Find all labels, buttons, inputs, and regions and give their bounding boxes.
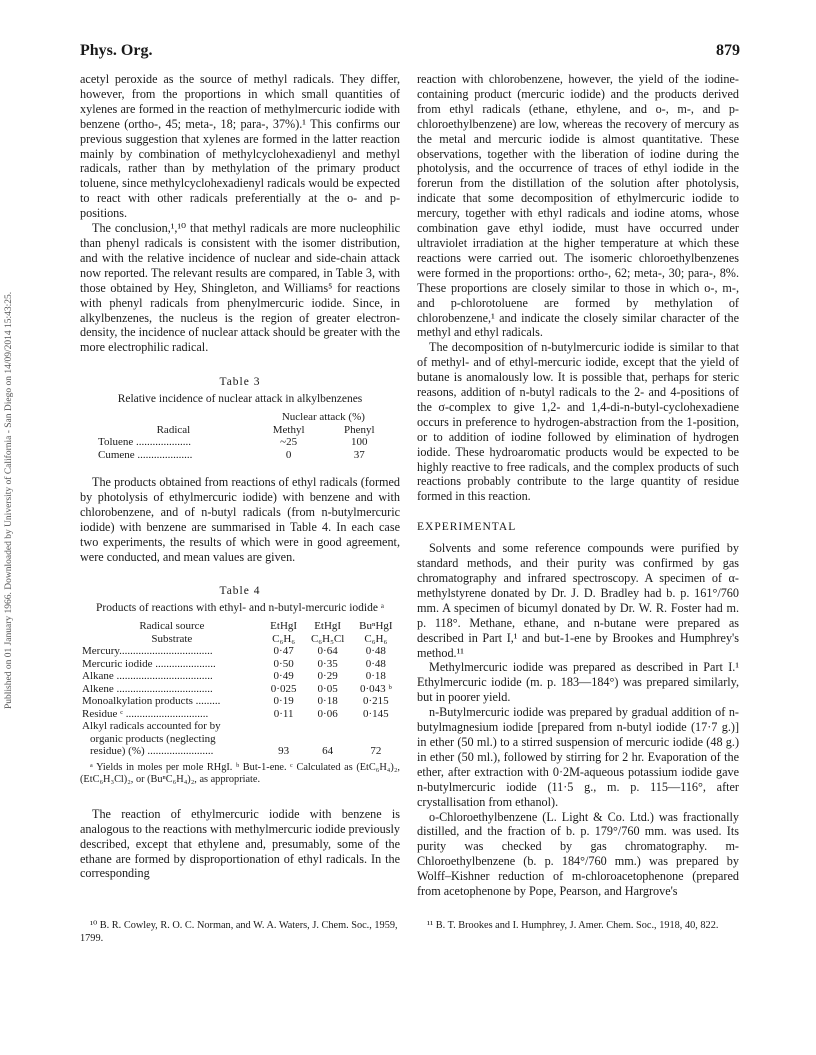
table-row: Mercuric iodide ...................... 0·50 0·35 0·48 xyxy=(82,657,386,670)
table4-h-radical: Radical source xyxy=(139,620,205,633)
paragraph: reaction with chlorobenzene, however, the yield of the iodine-containing product (mercuric iodide) and the products derived from ethyl radicals (ethane, ethylene, and o-, m-, and p-chloroethylbenzene) are low, whereas the recovery of mercury as the metal and mercuric iodide is almost quantitative. These observations, together with the liberation of iodine during the photolysis, and the occurrence of traces of ethyl iodide in the forerun from the distillation of the solution after photolysis, indicate that some decomposition of ethylmercuric iodide to mercury, together with ethyl radicals and iodine atoms, whose combination gave ethyl iodide, must have occurred under ultraviolet irradiation at the higher temperature at which these reactions were carried out. The isomeric chloroethylbenzenes were formed in the proportions: ortho-, 62; meta-, 30; para-, 8%. These proportions are closely similar to those in which o-, m-, and p-chlorotoluene are formed by methylation of chlorobenzene,¹ and indicate the closely similar character of the methyl and ethyl radicals. xyxy=(417,72,739,340)
download-notice: Published on 01 January 1966. Downloaded by University of California - San Diego on 14/09/2014 15:43:25. xyxy=(4,291,14,709)
table-row: Monoalkylation products ......... 0·19 0·18 0·215 xyxy=(82,695,389,708)
table3-caption: Table 3 xyxy=(219,376,261,389)
table4-caption: Table 4 xyxy=(219,585,261,598)
table3-col-phenyl: Phenyl xyxy=(343,423,375,436)
table-row: organic products (neglecting xyxy=(90,732,216,745)
section-heading: EXPERIMENTAL xyxy=(417,521,517,534)
page-header xyxy=(80,42,740,64)
table-row: Alkyl radicals accounted for by xyxy=(82,720,221,733)
paragraph: The products obtained from reactions of ethyl radicals (formed by photolysis of ethylmercuric iodide) with benzene and with chlorobenzene, and of n-butyl radicals (from n-butylmercuric iodide) with benzene are summarised in Table 4. In each case two experiments, the results of which were in good agreement, were conducted, and mean values are given. xyxy=(80,475,400,564)
footnote-right: ¹¹ B. T. Brookes and I. Humphrey, J. Amer. Chem. Soc., 1918, 40, 822. xyxy=(427,920,719,931)
paragraph: n-Butylmercuric iodide was prepared by gradual addition of n-butylmagnesium iodide [prepared from n-butyl iodide (17·7 g.)] in ether (50 ml.) to a stirred suspension of mercuric iodide (48 g.) in ether (50 ml.), followed by stirring for 2 hr. Evaporation of the ether, after extraction with 0·2M-aqueous potassium iodide gave n-butylmercuric iodide (11·5 g., m. p. 115—116°, after crystallisation from ethanol). xyxy=(417,705,739,809)
table4-title: Products of reactions with ethyl- and n-butyl-mercuric iodide ᵃ xyxy=(95,602,384,615)
page-number: 879 xyxy=(716,42,740,59)
table-row: Toluene .................... ~25 100 xyxy=(98,436,368,449)
paragraph: The conclusion,¹,¹⁰ that methyl radicals are more nucleophilic than phenyl radicals is consistent with the isomer distribution, and with the relative incidence of nuclear and side-chain attack now reported. The relevant results are compared, in Table 3, with those obtained by Hey, Shingleton, and Williams⁵ for reactions with phenyl radicals from phenylmercuric iodide. Since, in alkylbenzenes, the nucleus is the region of greater electron-density, the incidence of nuclear attack should be greater with the more electrophilic radical. xyxy=(80,221,400,355)
paragraph: Solvents and some reference compounds were purified by standard methods, and their purity was confirmed by gas chromatography and infrared spectroscopy. A specimen of α-methylstyrene donated by Dr. J. D. Bradley had b. p. 161°/760 mm. A specimen of bicumyl donated by Dr. W. R. Foster had m. p. 118°. Methane, ethane, and n-butane were prepared as described in Part I,¹ and but-1-ene by Brookes and Humphrey's method.¹¹ xyxy=(417,541,739,660)
paragraph: o-Chloroethylbenzene (L. Light & Co. Ltd.) was fractionally distilled, and the fraction of b. p. 179°/760 mm. was used. Its purity was checked by gas chromatography. m-Chloroethylbenzene (b. p. 184°/760 mm.) was prepared by Wolff–Kishner reduction of m-chloroacetophenone (prepared from acetophenone by Pope, Pearson, and Hargrove's xyxy=(417,809,739,899)
table4-h-substrate: Substrate xyxy=(151,632,193,645)
footnote-left: ¹⁰ B. R. Cowley, R. O. C. Norman, and W. A. Waters, J. Chem. Soc., 1959, 1799. xyxy=(80,920,398,944)
table4: Radical source EtHgI EtHgI BuⁿHgI Substrate C₆H₆ C₆H₅Cl C₆H₆ Mercury.................................. 0·47 0·64 0·48 Mercuric iodide ...................... 0·50 0·35 0·48 Alkane ................................... 0·49 0·29 0·18 Alkene ................................... 0·025 0·05 0·043 ᵇ Monoalkylation products ......... 0·19 0·18 0·215 Residue ᶜ .............................. 0·11 0·06 0·145 Alkyl radicals accounted for by organic products (neglecting residue) (%) ........................ 93 64 72 xyxy=(80,620,400,758)
table4-footnote: ᵃ Yields in moles per mole RHgI. ᵇ But-1-ene. ᶜ Calculated as (EtC₆H₄)₂, (EtC₆H₃Cl)₂, or (BuⁿC₆H₄)₂, as appropriate. xyxy=(80,761,400,786)
table-row: residue) (%) ........................ 93 64 72 xyxy=(90,745,382,758)
right-column xyxy=(417,72,739,899)
table3-group-header: Nuclear attack (%) xyxy=(281,411,365,424)
table3-title: Relative incidence of nuclear attack in alkylbenzenes xyxy=(117,393,363,406)
table3 xyxy=(94,411,394,461)
table-row: Cumene .................... 0 37 xyxy=(98,448,365,461)
paragraph: The decomposition of n-butylmercuric iodide is similar to that of methyl- and of ethyl-mercuric iodide, except that the yield of butane is anomalously low. It is possible that, perhaps for steric reasons, addition of n-butyl radicals to the 2- and 4-positions of the σ-complex to give 1,2- and 1,4-di-n-butyl-cyclohexadiene occurs in preference to hydrogen-abstraction from the 1-position, or to addition of iodine followed by elimination of hydrogen iodide. These hydroaromatic products would be expected to be highly reactive to free radicals, and the complex products of such reactions probably contribute to the large quantity of residue formed in this reaction. xyxy=(417,340,739,504)
table-row: Alkane ................................... 0·49 0·29 0·18 xyxy=(82,670,386,683)
table-row: Alkene ................................... 0·025 0·05 0·043 ᵇ xyxy=(82,682,392,695)
paragraph: acetyl peroxide as the source of methyl radicals. They differ, however, from the proportions in which small quantities of xylenes are formed in the reaction of methylmercuric iodide with benzene (ortho-, 45; meta-, 18; para-, 37%).¹ This confirms our previous suggestion that xylenes are formed in the latter reaction mainly by combination of methylcyclohexadienyl and methyl radicals, rather than by methylation of the primary product toluene, since methylcyclohexadienyl radicals would be expected to react with other radicals preferentially at the o- and p-positions. xyxy=(80,72,400,221)
left-column xyxy=(80,72,400,881)
paragraph: Methylmercuric iodide was prepared as described in Part I.¹ Ethylmercuric iodide (m. p. 183—184°) was prepared similarly, but in poorer yield. xyxy=(417,660,739,705)
journal-name: Phys. Org. xyxy=(80,42,153,59)
paragraph: The reaction of ethylmercuric iodide with benzene is analogous to the reactions with methylmercuric iodide previously described, except that ethylene and, presumably, some of the ethane are formed by disproportionation of ethyl radicals. In the corresponding xyxy=(80,806,400,881)
table3-col-radical: Radical xyxy=(156,423,191,436)
table-row: Residue ᶜ .............................. 0·11 0·06 0·145 xyxy=(82,707,389,720)
table-row: Mercury.................................. 0·47 0·64 0·48 xyxy=(82,645,386,658)
table3-col-methyl: Methyl xyxy=(272,423,305,436)
